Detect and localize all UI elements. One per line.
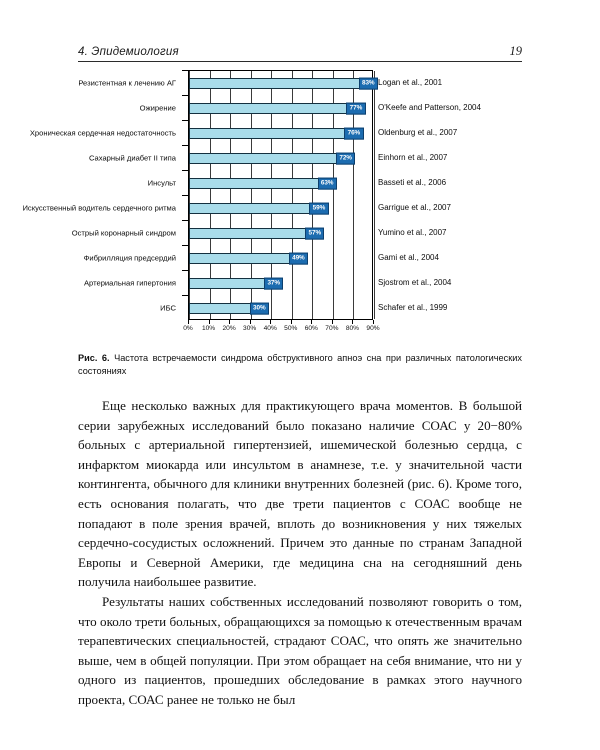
- chart-y-tick: [182, 145, 188, 146]
- chart-category-label: ИБС: [160, 302, 176, 312]
- chart-citation: Sjostrom et al., 2004: [378, 277, 452, 287]
- chart-bar-row: [189, 221, 372, 246]
- chart-value-label: 57%: [305, 227, 324, 240]
- chart-category-label: Хроническая сердечная недостаточность: [29, 127, 176, 137]
- chart-bar-row: [189, 196, 372, 221]
- chart-x-tick-label: 70%: [325, 325, 339, 332]
- chart-bar: [189, 103, 363, 114]
- chart-bar: [189, 228, 322, 239]
- chart-x-tick-label: 30%: [243, 325, 257, 332]
- chart-value-label: 83%: [359, 77, 378, 90]
- chart-bar-row: [189, 246, 372, 271]
- chart-citation: Logan et al., 2001: [378, 77, 443, 87]
- chart-value-label: 37%: [264, 277, 283, 290]
- chart-x-tick: [229, 320, 230, 324]
- chart-citation: Oldenburg et al., 2007: [378, 127, 458, 137]
- chart-x-tick-label: 10%: [201, 325, 216, 332]
- chart-citation: O'Keefe and Patterson, 2004: [378, 102, 481, 112]
- chapter-title: 4. Эпидемиология: [78, 46, 179, 58]
- chart-bar: [189, 178, 334, 189]
- chart-bar: [189, 203, 326, 214]
- chart-x-tick: [209, 320, 210, 324]
- chart-y-tick: [182, 295, 188, 296]
- chart-value-label: 77%: [346, 102, 365, 115]
- chart-x-tick-label: 0%: [183, 325, 193, 332]
- chart-value-label: 72%: [336, 152, 355, 165]
- page-number: 19: [509, 44, 522, 58]
- chart-x-tick: [270, 320, 271, 324]
- chart-y-tick: [182, 95, 188, 96]
- chart-x-tick-label: 20%: [222, 325, 236, 332]
- chart-x-tick: [188, 320, 189, 324]
- running-head: [78, 44, 522, 59]
- figure-caption-text: Частота встречаемости синдрома обструктивного апноэ сна при различных патологических состояниях: [78, 353, 523, 377]
- chart-x-tick: [373, 320, 374, 324]
- chart-bar-row: [189, 296, 372, 321]
- chart-bar: [189, 78, 375, 89]
- header-divider: [78, 61, 522, 62]
- chart-category-label: Резистентная к лечению АГ: [78, 77, 176, 87]
- gridline: [374, 71, 375, 319]
- chart-bar-row: [189, 271, 372, 296]
- chart-citation: Einhorn et al., 2007: [378, 152, 448, 162]
- chart-x-axis: [183, 320, 380, 342]
- chart-plot-area: [188, 70, 373, 320]
- chart-bar-row: [189, 121, 372, 146]
- chart-value-label: 49%: [289, 252, 308, 265]
- chart-bar: [189, 303, 266, 314]
- chart-category-label: Ожирение: [139, 102, 176, 112]
- chart-y-tick: [182, 70, 188, 71]
- paragraph-2: Результаты наших собственных исследований позволяют говорить о том, что около трети больных, обращающихся за помощью к отечественным врачам терапевтических специальностей, страдают СОАС, что опять же значительно выше, чем в общей популяции. При этом обращает на себя внимание, что ни у одного из пациентов, прошедших обследование в рамках этого научного проекта, СОАС ранее не только не был: [78, 593, 522, 707]
- chart-category-label: Артериальная гипертония: [83, 277, 176, 287]
- chart-value-label: 76%: [344, 127, 363, 140]
- chart-value-label: 30%: [250, 302, 269, 315]
- figure-caption-label: Рис. 6.: [78, 353, 110, 363]
- chart-bar: [189, 128, 361, 139]
- chart-category-label: Сахарный диабет II типа: [88, 152, 176, 162]
- chart-x-tick-label: 50%: [284, 325, 298, 332]
- chart-bar-row: [189, 71, 375, 96]
- chart-citation: Gami et al., 2004: [378, 252, 439, 262]
- body-text: [78, 396, 522, 710]
- chart-category-label: Искусственный водитель сердечного ритма: [22, 202, 176, 212]
- chart-bars: [189, 71, 375, 319]
- chart-bar-row: [189, 146, 372, 171]
- chart-x-tick: [332, 320, 333, 324]
- chart-x-tick-label: 60%: [304, 325, 318, 332]
- chart-bar: [189, 278, 280, 289]
- chart-x-tick: [311, 320, 312, 324]
- figure-caption: [78, 352, 522, 378]
- chart-y-tick: [182, 245, 188, 246]
- chart-value-label: 59%: [309, 202, 328, 215]
- chart-category-label: Острый коронарный синдром: [71, 227, 176, 237]
- chart-y-tick: [182, 120, 188, 121]
- chart-y-tick: [182, 195, 188, 196]
- chart-bar-row: [189, 96, 372, 121]
- chart-y-tick: [182, 170, 188, 171]
- chart-citation: Yumino et al., 2007: [378, 227, 447, 237]
- chart-x-tick-label: 80%: [345, 325, 360, 332]
- chart-citation: Basseti et al., 2006: [378, 177, 447, 187]
- paragraph-1: Еще несколько важных для практикующего врача моментов. В большой серии зарубежных исследований было показано наличие СОАС у 20−80% больных с артериальной гипертензией, ишемической болезнью сердца, с инфарктом миокарда или инсультом в анамнезе, т.е. у значительной части контингента, обычного для клиники внутренних болезней (рис. 6). Кроме того, есть основания полагать, что две трети пациентов с СОАС вообще не попадают в поле зрения врачей, вплоть до возникновения у них тяжелых сердечно-сосудистых осложнений. Причем это данные по странам Западной Европы и Северной Америки, где медицина сна на сегодняшний день получила наибольшее развитие.: [78, 398, 522, 590]
- chart-citation-labels: [378, 70, 522, 320]
- chart-x-tick: [291, 320, 292, 324]
- chart-citation: Schafer et al., 1999: [378, 302, 448, 312]
- chart-category-labels: [22, 70, 182, 320]
- chart-citation: Garrigue et al., 2007: [378, 202, 451, 212]
- chart-x-tick: [352, 320, 353, 324]
- chart-bar: [189, 253, 305, 264]
- chart-category-label: Фибрилляция предсердий: [83, 252, 176, 262]
- chart-y-tick: [182, 270, 188, 271]
- chart-x-tick-label: 90%: [366, 325, 380, 332]
- chart-y-tick: [182, 220, 188, 221]
- chart-x-tick: [250, 320, 251, 324]
- chart-bar-row: [189, 171, 372, 196]
- chart-value-label: 63%: [318, 177, 337, 190]
- figure-6: [22, 66, 522, 346]
- chart-category-label: Инсульт: [147, 177, 176, 187]
- chart-x-tick-label: 40%: [263, 325, 277, 332]
- chart-bar: [189, 153, 352, 164]
